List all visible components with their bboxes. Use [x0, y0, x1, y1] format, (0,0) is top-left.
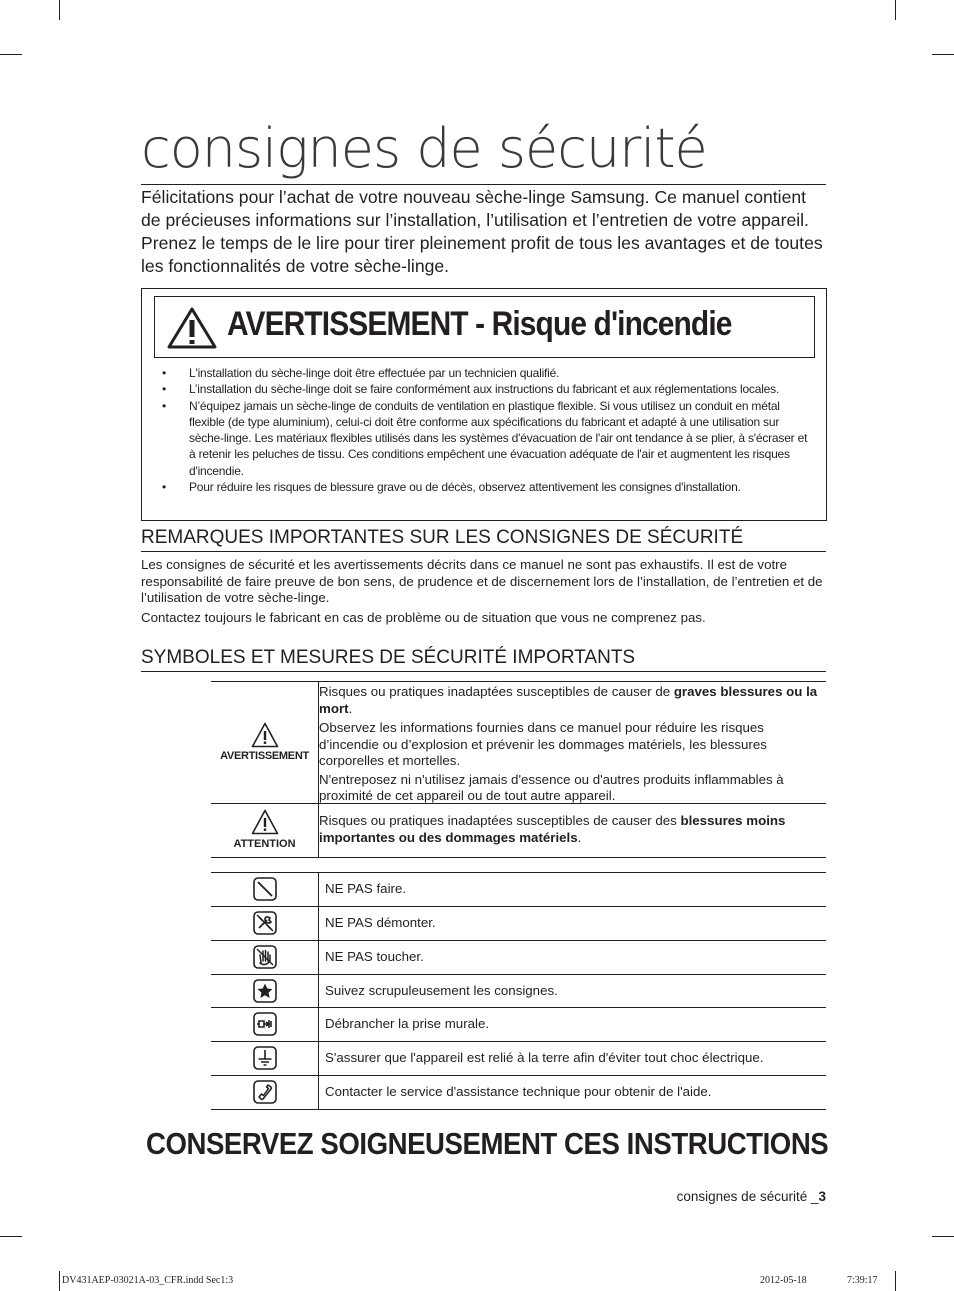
crop-mark: [895, 1271, 896, 1291]
warning-triangle-icon: [251, 722, 279, 748]
symbol-row-ground: [211, 1041, 826, 1075]
do-not-touch-icon: [253, 945, 277, 969]
list-item-text: L’installation du sèche-linge doit se faire conformément aux instructions du fabricant et aux réglementations locales.: [189, 382, 780, 397]
warning-triangle-icon: [167, 307, 217, 349]
avertissement-text-3: N'entreposez ni n'utilisez jamais d'essence ou d'autres produits inflammables à proximité de cet appareil ou de tout autre appareil.: [319, 771, 784, 803]
list-item: [160, 479, 810, 495]
bullet: •: [162, 480, 167, 495]
remarques-paragraph-1: Les consignes de sécurité et les avertissements décrits dans ce manuel ne sont pas exhaustifs. Il est de votre responsabilité de faire preuve de bon sens, de prudence et de discernement lors de l’installation, de l’entretien et de l’utilisation de votre sèche-linge.: [141, 557, 823, 605]
ground-icon: [253, 1046, 277, 1070]
fire-warning-header: [154, 296, 815, 358]
bullet: •: [162, 366, 167, 380]
text-span: .: [348, 700, 353, 716]
avertissement-label: AVERTISSEMENT: [220, 750, 309, 762]
list-item: [160, 365, 810, 381]
symbol-text: NE PAS démonter.: [325, 915, 436, 930]
list-item-text: L'installation du sèche-linge doit être effectuée par un technicien qualifié.: [189, 366, 560, 380]
slug-date: 2012-05-18: [760, 1275, 807, 1286]
list-item: [160, 381, 810, 397]
page-footer: [677, 1189, 826, 1204]
symbol-text: Suivez scrupuleusement les consignes.: [325, 983, 558, 998]
text-span: Risques ou pratiques inadaptées susceptibles de causer des: [319, 813, 681, 828]
symboles-heading: SYMBOLES ET MESURES DE SÉCURITÉ IMPORTANTS: [141, 647, 826, 672]
caution-triangle-icon: [251, 809, 279, 835]
slug-time: 7:39:17: [847, 1275, 878, 1286]
avertissement-text: [319, 684, 826, 805]
crop-mark: [0, 54, 22, 55]
symbol-text: NE PAS toucher.: [325, 949, 424, 964]
list-item: [160, 398, 810, 479]
attention-label: ATTENTION: [233, 838, 296, 850]
crop-mark: [0, 1236, 22, 1237]
attention-text: [319, 813, 826, 846]
bold-text: blessures moins importantes ou des dommages matériels: [319, 813, 786, 845]
intro-paragraph: Félicitations pour l’achat de votre nouveau sèche-linge Samsung. Ce manuel contient de précieuses informations sur l’installation, l’utilisation et l’entretien de votre appareil. Prenez le temps de le lire pour tirer pleinement profit de tous les avantages et de toutes les fonctionnalités de votre sèche-linge.: [141, 187, 823, 276]
unplug-icon: [253, 1012, 277, 1036]
prohibit-icon: [253, 877, 277, 901]
symbol-text: Débrancher la prise murale.: [325, 1016, 490, 1031]
bullet: •: [162, 382, 167, 397]
bullet: •: [162, 398, 167, 413]
symbol-text: NE PAS faire.: [325, 881, 407, 896]
symbol-row-prohibit: [211, 872, 826, 906]
symbol-row-disassemble: [211, 906, 826, 940]
symbol-icon-cell: [211, 873, 319, 906]
conserve-instructions-heading: CONSERVEZ SOIGNEUSEMENT CES INSTRUCTIONS: [146, 1126, 829, 1161]
text-span: Risques ou pratiques inadaptées susceptibles de causer de: [319, 684, 674, 699]
avertissement-text-1: [319, 684, 826, 717]
slug-file: DV431AEP-03021A-03_CFR.indd Sec1:3: [62, 1275, 234, 1286]
list-item-text: Pour réduire les risques de blessure grave ou de décès, observez attentivement les consignes d'installation.: [189, 480, 741, 495]
bold-text: graves blessures ou la mort: [319, 684, 818, 716]
symbol-row-unplug: [211, 1007, 826, 1041]
crop-mark: [59, 1271, 60, 1291]
crop-mark: [895, 0, 896, 20]
list-item-text: N’équipez jamais un sèche-linge de conduits de ventilation en plastique flexible. Si vous utilisez un conduit en métal flexible (de type aluminium), celui-ci doit être conforme aux spécifications du fabricant et adapté à une utilisation sur sèche-linge. Les matériaux flexibles utilisés dans les systèmes d'évacuation de l'air ont tendance à se plier, à s'écraser et à retenir les peluches de tissu. Ces conditions empêchent une évacuation adéquate de l'air et augmentent les risques d'incendie.: [189, 398, 808, 478]
fire-warning-box: [141, 288, 827, 521]
symbol-icon-cell: [211, 1042, 319, 1075]
page-number: 3: [818, 1189, 826, 1204]
remarques-heading: REMARQUES IMPORTANTES SUR LES CONSIGNES DE SÉCURITÉ: [141, 527, 826, 552]
footer-label: consignes de sécurité _: [676, 1189, 819, 1204]
symbol-icon-cell: [211, 975, 319, 1008]
avertissement-icon-cell: [211, 682, 319, 804]
symbol-icon-cell: [211, 1008, 319, 1041]
symbol-icon-cell: [211, 941, 319, 974]
fire-warning-heading: AVERTISSEMENT - Risque d'incendie: [227, 305, 732, 343]
crop-mark: [59, 0, 60, 20]
symbol-text: S'assurer que l'appareil est relié à la terre afin d'éviter tout choc électrique.: [325, 1050, 764, 1065]
symbol-row-follow: [211, 974, 826, 1008]
symbol-row-touch: [211, 940, 826, 974]
attention-row: [211, 803, 826, 858]
crop-mark: [932, 54, 954, 55]
symbol-icon-cell: [211, 907, 319, 940]
crop-mark: [932, 1236, 954, 1237]
symbol-row-phone: [211, 1075, 826, 1110]
phone-icon: [253, 1080, 277, 1104]
avertissement-text-2: Observez les informations fournies dans ce manuel pour réduire les risques d’incendie ou d’explosion et prévenir les dommages matériels, les blessures corporelles et mortelles.: [319, 720, 767, 768]
page-title: consignes de sécurité: [141, 118, 826, 185]
text-span: .: [577, 829, 582, 845]
fire-warning-list: [160, 365, 810, 495]
attention-icon-cell: [211, 804, 319, 857]
symbol-icon-cell: [211, 1076, 319, 1109]
avertissement-row: [211, 681, 826, 804]
follow-instructions-icon: [253, 979, 277, 1003]
symbol-text: Contacter le service d'assistance technique pour obtenir de l'aide.: [325, 1084, 712, 1099]
remarques-paragraph-2: Contactez toujours le fabricant en cas de problème ou de situation que vous ne comprenez pas.: [141, 610, 706, 625]
do-not-disassemble-icon: [253, 911, 277, 935]
